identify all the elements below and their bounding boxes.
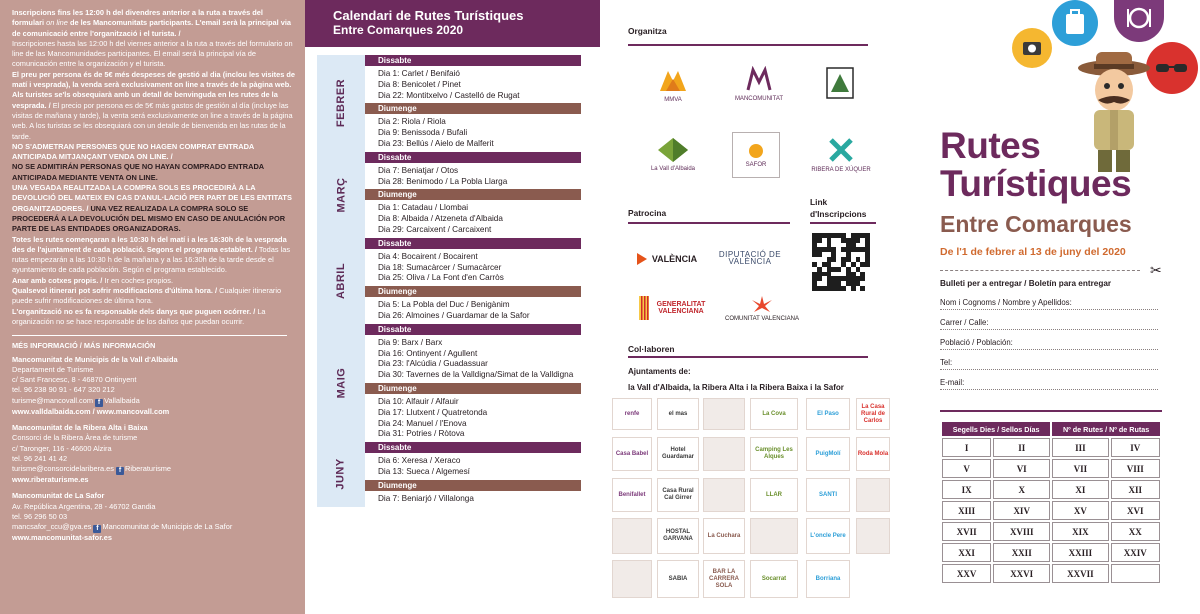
stamp-grid (940, 420, 1162, 585)
stamp-cell[interactable]: XV (1052, 501, 1108, 520)
stamp-cell[interactable]: XVIII (993, 522, 1050, 541)
info-registration-es: Inscripciones hasta las 12:00 h del viernes anterior a la ruta a través del formulario on line de las Mancomunidades participantes. El email será la principal vía de comunicación entre la organización y el turista. (12, 38, 293, 69)
col-laboren-heading: Col·laboren (628, 344, 675, 354)
facebook-icon: f (95, 399, 103, 407)
sponsor-logo: El Paso (806, 398, 850, 430)
stamp-cell[interactable]: I (942, 438, 991, 457)
month-events (365, 324, 597, 442)
org-social[interactable]: Vallalbaida (104, 395, 140, 405)
sponsor-logo: La Casa Rural de Carlos (856, 398, 890, 430)
stamp-cell[interactable]: XVII (942, 522, 991, 541)
saturday-bar: Dissabte (365, 238, 581, 249)
divider (12, 335, 287, 336)
sponsor-logo (612, 518, 652, 554)
route-entry: Dia 30: Tavernes de la Valldigna/Simat de la Valldigna (378, 370, 574, 380)
month-block (317, 238, 597, 324)
facebook-icon: f (93, 525, 101, 533)
org-email-line (12, 396, 295, 407)
link-divider (810, 222, 876, 224)
org-contact (12, 423, 295, 485)
camera-icon (1012, 28, 1052, 68)
route-entry: Dia 2: Riola / Riola (378, 117, 446, 127)
info-no-admission: NO S'ADMETRAN PERSONES QUE NO HAGEN COMPRAT ENTRADA ANTICIPADA MITJANÇANT VENDA ON LINE. / (12, 141, 254, 162)
info-changes: Qualsevol itinerari pot sofrir modificacions d'última hora. / Cualquier itinerario puede sufrir modificaciones de última hora. (12, 286, 282, 306)
stamp-cell[interactable]: XXI (942, 543, 991, 562)
route-entry: Dia 1: Catadau / Llombai (378, 203, 469, 213)
route-entry: Dia 7: Beniarjó / Villalonga (378, 493, 474, 503)
calendar-body (317, 55, 597, 507)
sponsor-logo (750, 518, 798, 554)
route-entry: Dia 9: Barx / Barx (378, 337, 443, 347)
organitza-heading: Organitza (628, 26, 667, 36)
org-email-line (12, 522, 295, 533)
route-entry: Dia 29: Carcaixent / Carcaixent (378, 224, 492, 234)
month-block (317, 55, 597, 152)
route-entry: Dia 7: Beniatjar / Otos (378, 165, 459, 175)
comunitat-valenciana-logo: COMUNITAT VALENCIANA (724, 288, 800, 328)
cover-title-rutes: Rutes (940, 125, 1041, 166)
route-entry: Dia 16: Ontinyent / Agullent (378, 348, 478, 358)
stamp-cell[interactable]: III (1052, 438, 1108, 457)
info-no-admission-es: NO SE ADMITIRÁN PERSONAS QUE NO HAYAN COMPRADO ENTRADA ANTICIPADA MEDIANTE VENTA ON LINE. (12, 162, 264, 182)
stamp-cell[interactable]: XVI (1111, 501, 1160, 520)
stamp-cell[interactable]: XII (1111, 480, 1160, 499)
stamp-cell[interactable]: IV (1111, 438, 1160, 457)
sponsor-logo: Roda Mola (856, 437, 890, 471)
stamp-cell[interactable]: VII (1052, 459, 1108, 478)
org-contact (12, 355, 295, 417)
route-entry: Dia 24: Manuel / l'Enova (378, 418, 467, 428)
link-label: Link (810, 197, 828, 207)
sponsor-logo: La Cuchara (703, 518, 745, 554)
sponsor-logo (856, 518, 890, 554)
org-address-line: tel. 96 238 90 91 - 647 320 212 (12, 385, 115, 395)
stamp-header-days: Segells Dies / Sellos Días (942, 422, 1050, 436)
route-entry: Dia 28: Benimodo / La Pobla Llarga (378, 176, 508, 186)
sponsor-logo: Borriana (806, 560, 850, 598)
org-social[interactable]: Mancomunitat de Municipis de La Safor (102, 522, 233, 532)
sponsor-logo: el mas (657, 398, 699, 430)
mancomunitat-safor-logo: MANCOMUNITAT (724, 58, 794, 110)
month-events (365, 152, 597, 238)
col-laboren-divider (628, 356, 868, 358)
more-info-heading: MÉS INFORMACIÓ / MÁS INFORMACIÓN (12, 341, 156, 351)
month-label: MARÇ (317, 152, 365, 238)
route-entry: Dia 22: Montitxelvo / Castelló de Rugat (378, 90, 520, 100)
vall-albaida-logo: La Vall d'Albaida (638, 128, 708, 180)
org-email[interactable]: mancsafor_ccu@gva.es (12, 522, 92, 532)
sponsor-logo: Casa Rural Cal Girrer (657, 478, 699, 512)
stamp-header-routes: Nº de Rutes / Nº de Rutas (1052, 422, 1160, 436)
route-entry: Dia 9: Benissoda / Bufali (378, 128, 468, 138)
stamp-cell[interactable]: XXV (942, 564, 991, 583)
cover-title-turistiques: Turístiques (940, 163, 1132, 204)
sponsor-logo: Socarrat (750, 560, 798, 598)
sponsor-logo (856, 478, 890, 512)
sponsor-logo: Benifallet (612, 478, 652, 512)
stamp-cell[interactable]: XXVI (993, 564, 1050, 583)
mmva-logo: MMVA (638, 58, 708, 110)
route-entry: Dia 26: Almoines / Guardamar de la Safor (378, 310, 530, 320)
calendar-title: Calendari de Rutes Turístiques (333, 8, 524, 23)
sponsor-logo: Camping Les Alques (750, 437, 798, 471)
sponsor-logo (703, 398, 745, 430)
route-entry: Dia 5: La Pobla del Duc / Benigànim (378, 300, 510, 310)
stamp-cell[interactable]: XIV (993, 501, 1050, 520)
patrocina-divider (628, 222, 790, 224)
stamp-cell[interactable]: X (993, 480, 1050, 499)
ajuntaments-list: la Vall d'Albaida, la Ribera Alta i la Ribera Baixa i la Safor (628, 383, 844, 392)
org-contact-list (12, 355, 295, 544)
sponsor-logo (612, 560, 652, 598)
organizers-panel (600, 0, 910, 614)
month-label: ABRIL (317, 238, 365, 324)
route-entry: Dia 25: Oliva / La Font d'en Carròs (378, 273, 504, 283)
info-schedule: Totes les rutes començaran a les 10:30 h del matí i a les 16:30h de la vesprada des de l'ajuntament de cada població. Segons el programa establert. / Todas las rutas empezarán a las 10:30 h de la mañana y a las 16:30h de la tarde desde el ayuntamiento de cada población. Según el programa establecido. (12, 234, 291, 275)
sunday-bar: Diumenge (365, 286, 581, 297)
stamps-divider (940, 410, 1162, 412)
org-address-line: c/ Sant Francesc, 8 - 46870 Ontinyent (12, 375, 137, 385)
route-entry: Dia 18: Sumacàrcer / Sumacàrcer (378, 262, 502, 272)
patrocina-heading: Patrocina (628, 208, 667, 218)
org-social[interactable]: Riberaturisme (125, 464, 172, 474)
stamp-cell[interactable]: XIX (1052, 522, 1108, 541)
stamp-cell[interactable]: XI (1052, 480, 1108, 499)
link-label-2: d'Inscripcions (810, 209, 867, 219)
sponsor-logo: LLAR (750, 478, 798, 512)
sunday-bar: Diumenge (365, 189, 581, 200)
stamp-cell[interactable]: XIII (942, 501, 991, 520)
org-name: Mancomunitat de la Ribera Alta i Baixa (12, 422, 148, 432)
route-entry: Dia 13: Sueca / Algemesí (378, 466, 470, 476)
saturday-bar: Dissabte (365, 442, 581, 453)
facebook-icon: f (116, 467, 124, 475)
stamp-cell[interactable]: VIII (1111, 459, 1160, 478)
cover-dates: De l'1 de febrer al 13 de juny del 2020 (940, 246, 1126, 258)
stamp-cell[interactable]: V (942, 459, 991, 478)
month-label: FEBRER (317, 55, 365, 152)
calendar-subtitle: Entre Comarques 2020 (333, 23, 464, 37)
sunday-bar: Diumenge (365, 383, 581, 394)
field-name[interactable]: Nom i Cognoms / Nombre y Apellidos: (940, 298, 1158, 310)
consorci-ribera-logo (814, 58, 866, 110)
org-web[interactable]: www.mancomunitat-safor.es (12, 533, 112, 543)
org-email-line (12, 464, 295, 475)
sponsor-logo: La Cova (750, 398, 798, 430)
sponsor-logo: HOSTAL GARVANA (657, 518, 699, 554)
org-address-line: Departament de Turisme (12, 364, 94, 374)
saturday-bar: Dissabte (365, 324, 581, 335)
food-icon (1114, 0, 1164, 42)
safor-turisme-logo: SAFOR (732, 132, 780, 178)
stamp-cell[interactable]: XXIII (1052, 543, 1108, 562)
calendar-panel (305, 0, 600, 614)
calendar-header (305, 0, 600, 47)
route-entry: Dia 1: Carlet / Benifaió (378, 69, 460, 78)
info-liability: L'organització no es fa responsable dels danys que puguen ocórrer. / La organización no se hace responsable de los daños que puedan ocurrir. (12, 306, 266, 326)
route-entry: Dia 23: l'Alcúdia / Guadassuar (378, 359, 488, 369)
org-name: Mancomunitat de La Safor (12, 491, 105, 501)
org-web[interactable]: www.valldalbaida.com / www.mancovall.com (12, 406, 170, 416)
org-address-line: Av. República Argentina, 28 - 46702 Gandia (12, 501, 156, 511)
cover-panel (910, 0, 1200, 614)
sponsor-logo: PuigMolí (806, 437, 850, 471)
month-events (365, 55, 597, 152)
field-street[interactable]: Carrer / Calle: (940, 318, 1158, 330)
month-block (317, 324, 597, 442)
ajuntaments-label: Ajuntaments de: (628, 367, 691, 376)
stamp-cell[interactable] (1111, 564, 1160, 583)
info-panel (0, 0, 305, 614)
sunday-bar: Diumenge (365, 480, 581, 491)
month-block (317, 442, 597, 506)
route-entry: Dia 6: Xeresa / Xeraco (378, 456, 461, 466)
route-entry: Dia 17: Llutxent / Quatretonda (378, 407, 488, 417)
sponsor-logo: Casa Babel (612, 437, 652, 471)
org-contact (12, 491, 295, 543)
org-address-line: c/ Taronger, 116 - 46600 Alzira (12, 443, 112, 453)
sponsor-logo (703, 478, 745, 512)
month-block (317, 152, 597, 238)
stamp-cell[interactable]: XXII (993, 543, 1050, 562)
month-events (365, 442, 597, 506)
sponsor-logo: renfe (612, 398, 652, 430)
sunday-bar: Diumenge (365, 103, 581, 114)
org-name: Mancomunitat de Municipis de la Vall d'Albaida (12, 354, 178, 364)
saturday-bar: Dissabte (365, 152, 581, 163)
stamp-cell[interactable]: XX (1111, 522, 1160, 541)
explorer-mascot-icon (1074, 48, 1154, 176)
org-email[interactable]: turisme@mancovall.com (12, 395, 94, 405)
info-price: El preu per persona és de 5€ més despeses de gestió al dia (inclou les visites de matí i vesprada), la venda serà exclusivament on line a través de la pàgina web. Als turistes se'ls obsequiarà amb un detall de benvinguda en les rutes de la vesprada. / El precio por persona es de 5€ más gastos de gestión al día (incluye las visitas de mañana y tarde), la venta será exclusivamente on line a través de la página web. A los turistas se les obsequiará con un detalle de bienvenida en las rutas de la tarde. (12, 69, 296, 141)
route-entry: Dia 31: Potries / Ròtova (378, 429, 465, 439)
stamp-cell[interactable]: II (993, 438, 1050, 457)
valencia-turisme-logo: VALÈNCIA (630, 244, 702, 274)
scissors-icon: ✂ (1150, 262, 1162, 278)
cover-title-entre-comarques: Entre Comarques (940, 211, 1132, 237)
cut-line (940, 270, 1140, 271)
sponsor-logo: SABIA (657, 560, 699, 598)
stamp-cell[interactable]: XXVII (1052, 564, 1108, 583)
info-refund: UNA VEGADA REALITZADA LA COMPRA SOLS ES PROCEDIRÀ A LA DEVOLUCIÓ DEL MATEIX EN CAS D'ANUL·LACIÓ PER PART DE LES ENTITATS ORGANITZADORES. / UNA VEZ REALIZADA LA COMPRA SOLO SE PROCEDERÁ A LA DEVOLUCIÓN DEL MISMO EN CASO DE ANULACIÓN POR PARTE DE LAS ENTIDADES ORGANIZADORAS. (12, 183, 292, 234)
stamp-cell[interactable]: VI (993, 459, 1050, 478)
ribera-xuquer-logo: RIBERA DE XÚQUER (806, 128, 876, 180)
sponsor-logo: Hotel Guardamar (657, 437, 699, 471)
saturday-bar: Dissabte (365, 55, 581, 66)
stamp-cell[interactable]: IX (942, 480, 991, 499)
org-address-line: Consorci de la Ribera Àrea de turisme (12, 433, 138, 443)
registration-qr-code[interactable] (812, 233, 870, 291)
org-web[interactable]: www.riberaturisme.es (12, 475, 89, 485)
info-registration: Inscripcions fins les 12:00 h del divendres anterior a la ruta a través del formulari on line de les Mancomunitats participants. L'email serà la principal via de comunicació entre l'organització i el turista. / (12, 8, 292, 38)
generalitat-logo: GENERALITAT VALENCIANA (634, 290, 714, 326)
route-entry: Dia 8: Albaida / Atzeneta d'Albaida (378, 214, 503, 224)
info-cars: Anar amb cotxes propis. / Ir en coches propios. (12, 275, 174, 285)
field-phone[interactable]: Tel: (940, 358, 1158, 370)
sponsor-logo (703, 437, 745, 471)
organitza-divider (628, 44, 868, 46)
org-address-line: tel. 96 241 41 42 (12, 453, 68, 463)
sponsor-logo: SANTI (806, 478, 850, 512)
org-address-line: tel. 96 296 50 03 (12, 512, 68, 522)
field-email[interactable]: E-mail: (940, 378, 1158, 390)
field-town[interactable]: Població / Población: (940, 338, 1158, 350)
route-entry: Dia 8: Benicolet / Pinet (378, 79, 461, 89)
suitcase-icon (1052, 0, 1098, 46)
org-email[interactable]: turisme@consorcidelaribera.es (12, 464, 114, 474)
month-label: JUNY (317, 442, 365, 506)
route-entry: Dia 23: Bellús / Aielo de Malferit (378, 138, 494, 148)
diputacio-valencia-logo: DIPUTACIÓ DE VALÈNCIA (718, 250, 782, 266)
month-events (365, 238, 597, 324)
month-label: MAIG (317, 324, 365, 442)
sponsor-logo: L'oncle Pere (806, 518, 850, 554)
coupon-title: Bulleti per a entregar / Boletín para entregar (940, 279, 1112, 288)
route-entry: Dia 4: Bocairent / Bocairent (378, 251, 478, 261)
sponsor-logo: BAR LA CARRERA SOLA (703, 560, 745, 598)
stamp-cell[interactable]: XXIV (1111, 543, 1160, 562)
route-entry: Dia 10: Alfauir / Alfauir (378, 396, 459, 406)
